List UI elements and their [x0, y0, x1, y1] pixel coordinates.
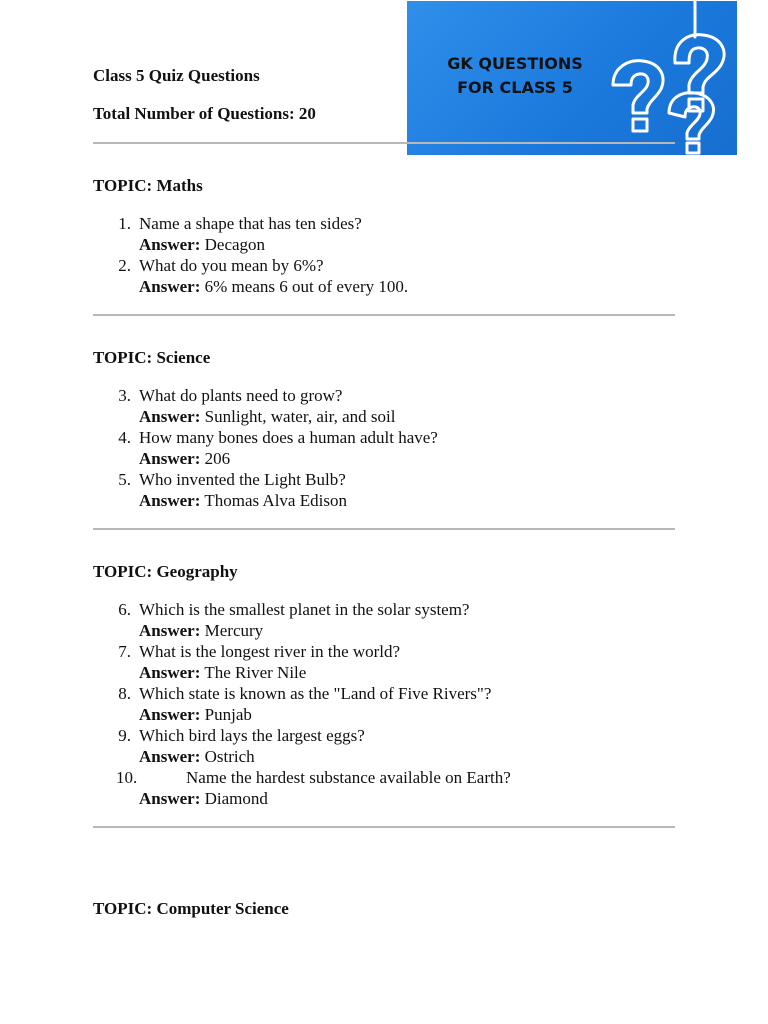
topic-heading-computer-science: TOPIC: Computer Science — [93, 899, 289, 918]
answer-label: Answer: — [139, 621, 201, 640]
answer-label: Answer: — [139, 747, 201, 766]
answer-label: Answer: — [139, 449, 201, 468]
list-item — [93, 599, 693, 641]
question-number: 8. — [118, 684, 131, 703]
answer-line — [139, 448, 693, 469]
list-item — [93, 683, 693, 725]
divider-1 — [93, 142, 675, 144]
answer-text: Sunlight, water, air, and soil — [204, 407, 396, 426]
question-number: 6. — [118, 600, 131, 619]
question-text: Which is the smallest planet in the solar system? — [139, 600, 470, 619]
topic-heading-geography: TOPIC: Geography — [93, 562, 238, 581]
list-item — [93, 385, 693, 427]
total-questions: Total Number of Questions: 20 — [93, 104, 316, 123]
answer-line — [139, 746, 693, 767]
question-number: 1. — [118, 214, 131, 233]
question-number: 5. — [118, 470, 131, 489]
question-number: 7. — [118, 642, 131, 661]
answer-label: Answer: — [139, 663, 201, 682]
answer-label: Answer: — [139, 789, 201, 808]
answer-text: Thomas Alva Edison — [204, 491, 347, 510]
question-text: What is the longest river in the world? — [139, 642, 401, 661]
answer-label: Answer: — [139, 491, 201, 510]
answer-text: Punjab — [204, 705, 252, 724]
answer-line — [139, 276, 693, 297]
question-text: What do you mean by 6%? — [139, 256, 324, 275]
answer-text: Diamond — [204, 789, 268, 808]
page-title: Class 5 Quiz Questions — [93, 66, 260, 85]
divider-3 — [93, 528, 675, 530]
gk-banner — [407, 1, 737, 155]
answer-label: Answer: — [139, 277, 201, 296]
answer-line — [139, 662, 693, 683]
banner-line-2: FOR CLASS 5 — [457, 78, 573, 97]
question-list-maths — [93, 213, 693, 297]
list-item — [93, 767, 693, 809]
answer-label: Answer: — [139, 407, 201, 426]
question-number: 9. — [118, 726, 131, 745]
answer-line — [139, 234, 693, 255]
answer-label: Answer: — [139, 235, 201, 254]
list-item — [93, 641, 693, 683]
divider-2 — [93, 314, 675, 316]
question-number: 4. — [118, 428, 131, 447]
question-marks-icon — [407, 1, 737, 155]
question-text: Name the hardest substance available on Earth? — [186, 768, 511, 787]
answer-text: Mercury — [204, 621, 264, 640]
divider-4 — [93, 826, 675, 828]
answer-line — [139, 620, 693, 641]
answer-label: Answer: — [139, 705, 201, 724]
answer-text: The River Nile — [204, 663, 307, 682]
question-text: Which state is known as the "Land of Five Rivers"? — [139, 684, 492, 703]
answer-line — [139, 406, 693, 427]
banner-line-1: GK QUESTIONS — [447, 54, 583, 73]
list-item — [93, 427, 693, 469]
question-number: 3. — [118, 386, 131, 405]
question-text: Name a shape that has ten sides? — [139, 214, 362, 233]
topic-heading-maths: TOPIC: Maths — [93, 176, 203, 195]
answer-text: 6% means 6 out of every 100. — [204, 277, 409, 296]
question-text: Which bird lays the largest eggs? — [139, 726, 365, 745]
answer-text: Decagon — [204, 235, 266, 254]
question-number: 10. — [116, 768, 138, 787]
question-text: What do plants need to grow? — [139, 386, 343, 405]
answer-text: 206 — [204, 449, 231, 468]
answer-line — [139, 788, 693, 809]
answer-line — [139, 704, 693, 725]
question-text: Who invented the Light Bulb? — [139, 470, 346, 489]
question-number: 2. — [118, 256, 131, 275]
list-item — [93, 725, 693, 767]
list-item — [93, 213, 693, 255]
question-list-geography — [93, 599, 693, 809]
question-text: How many bones does a human adult have? — [139, 428, 438, 447]
answer-text: Ostrich — [204, 747, 255, 766]
answer-line — [139, 490, 693, 511]
question-list-science — [93, 385, 693, 511]
list-item — [93, 255, 693, 297]
list-item — [93, 469, 693, 511]
topic-heading-science: TOPIC: Science — [93, 348, 211, 367]
